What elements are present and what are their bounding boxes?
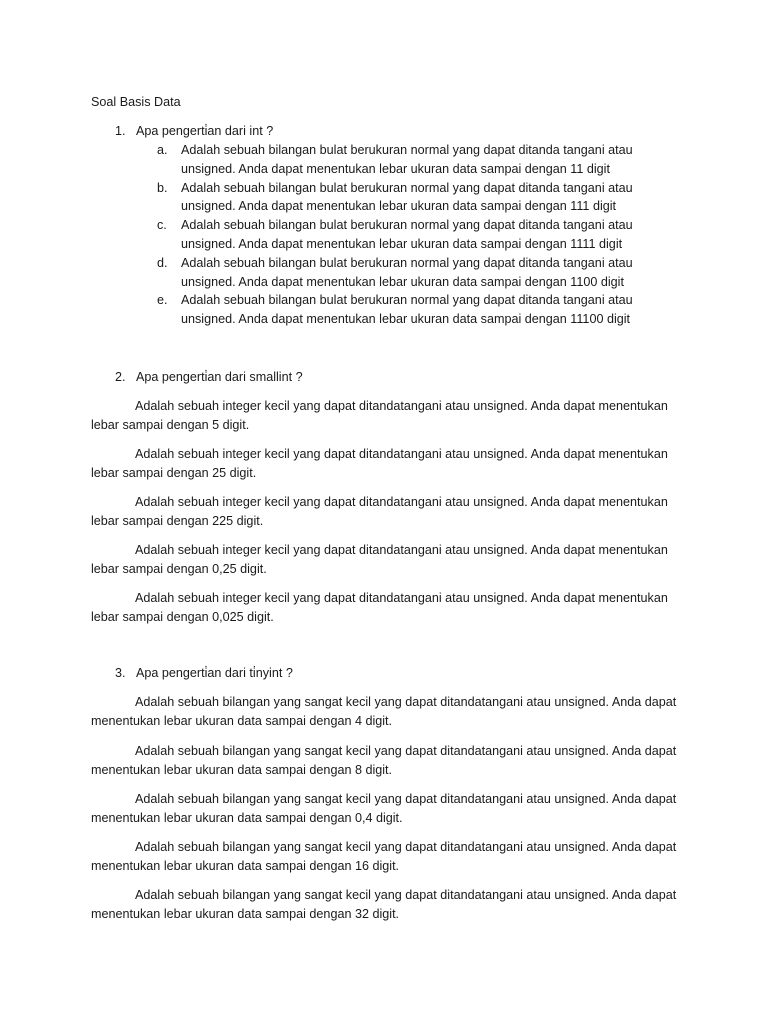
- question-text: Apa pengerti̇an dari int ?: [136, 124, 274, 138]
- question-2-answer-1: Adalah sebuah integer kecil yang dapat ditandatangani atau unsigned. Anda dapat menentukan lebar sampai dengan 5 digit.: [91, 399, 668, 432]
- option-e: [157, 291, 657, 329]
- question-3-answer-3: Adalah sebuah bilangan yang sangat kecil yang dapat ditandatangani atau unsigned. Anda dapat menentukan lebar ukuran data sampai dengan 0,4 digit.: [91, 792, 677, 825]
- option-letter: d.: [157, 255, 168, 270]
- question-number: 1.: [115, 124, 126, 138]
- document-title: Soal Basis Data: [91, 95, 181, 109]
- question-3-answer-4: Adalah sebuah bilangan yang sangat kecil yang dapat ditandatangani atau unsigned. Anda dapat menentukan lebar ukuran data sampai dengan 16 digit.: [91, 840, 677, 873]
- option-b: [157, 179, 657, 217]
- option-letter: c.: [157, 218, 167, 233]
- question-2-heading: [115, 368, 303, 386]
- question-3-answer-5: Adalah sebuah bilangan yang sangat kecil yang dapat ditandatangani atau unsigned. Anda dapat menentukan lebar ukuran data sampai dengan 32 digit.: [91, 888, 677, 921]
- question-number: 3.: [115, 666, 126, 680]
- question-3-heading: [115, 664, 293, 682]
- question-2-answer-3: Adalah sebuah integer kecil yang dapat ditandatangani atau unsigned. Anda dapat menentukan lebar sampai dengan 225 digit.: [91, 495, 668, 528]
- option-text: Adalah sebuah bilangan bulat berukuran normal yang dapat ditanda tangani atau unsigned. Anda dapat menentukan lebar ukuran data sampai dengan 11 digit: [181, 143, 633, 176]
- question-text: Apa pengerti̇an dari ti̇nyint ?: [136, 666, 293, 680]
- question-number: 2.: [115, 370, 126, 384]
- option-text: Adalah sebuah bilangan bulat berukuran normal yang dapat ditanda tangani atau unsigned. Anda dapat menentukan lebar ukuran data sampai dengan 11100 digit: [181, 293, 633, 327]
- option-c: [157, 216, 657, 254]
- option-letter: e.: [157, 293, 168, 308]
- option-d: [157, 254, 657, 292]
- question-text: Apa pengerti̇an dari smallint ?: [136, 370, 303, 384]
- option-text: Adalah sebuah bilangan bulat berukuran normal yang dapat ditanda tangani atau unsigned. Anda dapat menentukan lebar ukuran data sampai dengan 1100 digit: [181, 255, 633, 289]
- question-2-answer-4: Adalah sebuah integer kecil yang dapat ditandatangani atau unsigned. Anda dapat menentukan lebar sampai dengan 0,25 digit.: [91, 543, 668, 576]
- option-letter: b.: [157, 180, 168, 195]
- question-2-answer-5: Adalah sebuah integer kecil yang dapat ditandatangani atau unsigned. Anda dapat menentukan lebar sampai dengan 0,025 digit.: [91, 591, 668, 624]
- option-text: Adalah sebuah bilangan bulat berukuran normal yang dapat ditanda tangani atau unsigned. Anda dapat menentukan lebar ukuran data sampai dengan 1111 digit: [181, 218, 633, 251]
- question-1-options: [157, 141, 657, 329]
- option-text: Adalah sebuah bilangan bulat berukuran normal yang dapat ditanda tangani atau unsigned. Anda dapat menentukan lebar ukuran data sampai dengan 111 digit: [181, 180, 633, 214]
- question-1-heading: [115, 122, 273, 140]
- question-3-answer-2: Adalah sebuah bilangan yang sangat kecil yang dapat ditandatangani atau unsigned. Anda dapat menentukan lebar ukuran data sampai dengan 8 digit.: [91, 744, 677, 777]
- option-a: [157, 141, 657, 179]
- option-letter: a.: [157, 143, 168, 157]
- question-2-answer-2: Adalah sebuah integer kecil yang dapat ditandatangani atau unsigned. Anda dapat menentukan lebar sampai dengan 25 digit.: [91, 447, 668, 480]
- question-3-answer-1: Adalah sebuah bilangan yang sangat kecil yang dapat ditandatangani atau unsigned. Anda dapat menentukan lebar ukuran data sampai dengan 4 digit.: [91, 695, 677, 728]
